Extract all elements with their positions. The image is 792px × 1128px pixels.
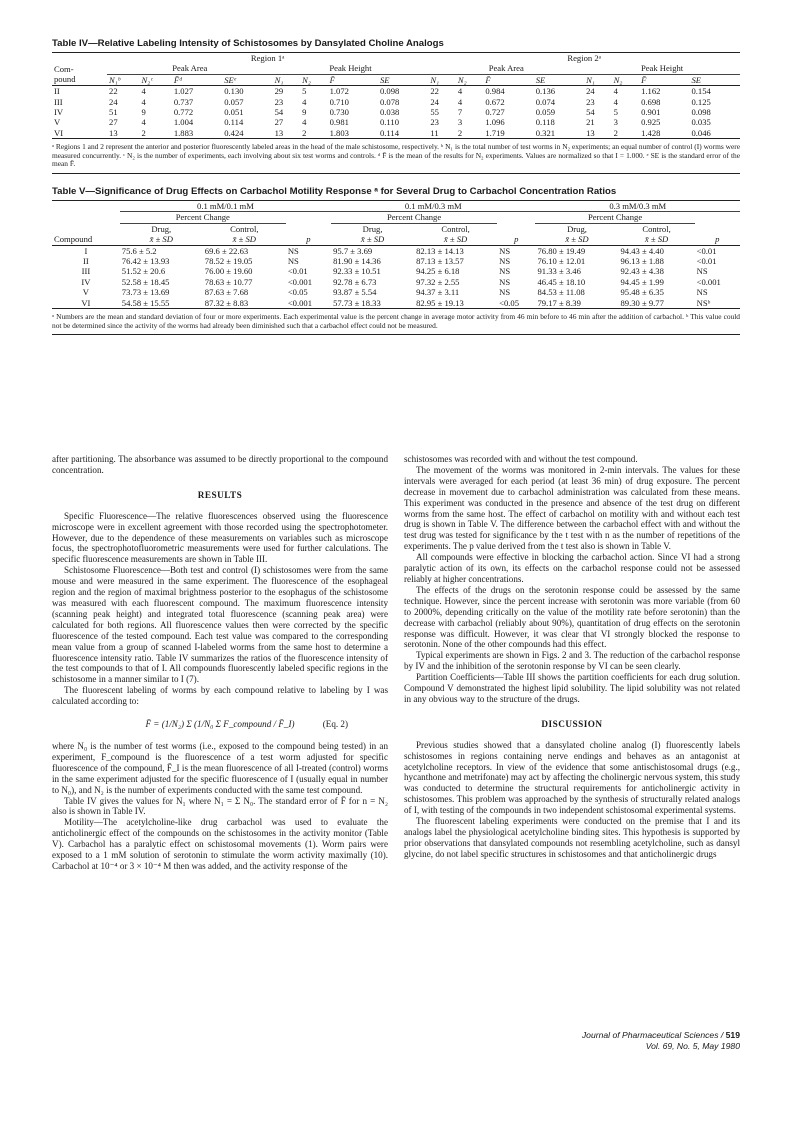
table-cell: 0.136 — [535, 86, 556, 97]
table-cell: 0.130 — [224, 86, 244, 97]
table-cell: 94.45 ± 1.99 — [620, 276, 664, 287]
table-cell: 0.698 — [641, 96, 661, 107]
column-header: N₂ᶜ — [141, 74, 153, 85]
compound-label: III — [54, 96, 63, 107]
control-header: Control, — [642, 223, 671, 234]
table-cell: 76.42 ± 13.93 — [121, 256, 170, 267]
table-cell: 0.727 — [485, 107, 505, 118]
table-cell: 9 — [141, 107, 146, 118]
table-cell: 52.58 ± 18.45 — [121, 276, 170, 287]
paragraph: Typical experiments are shown in Figs. 2 and 3. The reduction of the carbachol response by IV and the inhibition of the serotonin response by VI can be seen clearly. — [404, 650, 740, 672]
percent-change-header: Percent Change — [331, 212, 497, 223]
p-header: p — [306, 234, 311, 245]
table-cell: 87.13 ± 13.57 — [416, 256, 464, 267]
table-cell: 0.057 — [224, 96, 244, 107]
table-cell: 0.424 — [224, 127, 244, 138]
column-header: F̄ᵈ — [173, 74, 182, 85]
table-cell: NS — [696, 287, 708, 298]
table-cell: 13 — [109, 127, 118, 138]
table-cell: 0.078 — [379, 96, 400, 107]
table-cell: 94.43 ± 4.40 — [620, 245, 664, 256]
table-row — [52, 287, 740, 297]
table-cell: 4 — [141, 117, 146, 128]
mean-sd-header: x̄ ± SD — [360, 234, 385, 245]
paragraph: Specific Fluorescence—The relative fluorescences observed using the fluorescence microscope were in excellent agreement with those recorded using the spectrophotometer. However, due to the dependence of these measurements on variables such as microscope focus, the spectrophotofluorometric measurements were used for further calculations. The specific fluorescence measurements are shown in Table III. — [52, 510, 388, 565]
table-cell: 5 — [613, 107, 618, 118]
paragraph: after partitioning. The absorbance was assumed to be directly proportional to the compound concentration. — [52, 454, 388, 475]
column-header: SE — [535, 74, 546, 85]
journal-volume: Vol. 69, No. 5, May 1980 — [645, 1041, 740, 1051]
table-cell: 23 — [430, 117, 439, 128]
table-cell: 0.772 — [173, 107, 194, 118]
compound-label: IV — [81, 276, 91, 287]
table-row — [52, 245, 740, 256]
table-cell: 0.035 — [691, 117, 711, 128]
table-cell: 0.110 — [379, 117, 400, 128]
paragraph: where N₀ is the number of test worms (i.e., exposed to the compound being tested) in an experiment, F_compound is the fluorescence of a test worm adjusted for specific fluorescence of the compound, F̄_I is the mean fluorescence of all I-treated (control) worms in the same experiment adjusted for the specific fluorescence of I (usually equal in number to N₀), and N₂ is the number of experiments conducted with the same test compound. — [52, 741, 388, 795]
table-cell: 0.730 — [329, 107, 349, 118]
table-cell: 24 — [586, 86, 595, 97]
table-cell: 0.046 — [691, 127, 711, 138]
table-cell: 1.027 — [173, 86, 194, 97]
column-header: F̄ — [641, 74, 647, 85]
p-header: p — [715, 234, 720, 245]
table-cell: 4 — [302, 117, 307, 128]
table-cell: NS — [499, 245, 511, 256]
column-header: SE — [691, 74, 702, 85]
table-cell: 0.710 — [329, 96, 349, 107]
table-cell: 1.719 — [485, 127, 505, 138]
table-cell: 4 — [457, 96, 463, 107]
table-cell: <0.01 — [696, 256, 717, 267]
table-iv-grid — [52, 52, 740, 139]
table-cell: 0.114 — [224, 117, 244, 128]
results-heading: RESULTS — [197, 489, 243, 500]
table-row — [52, 298, 740, 309]
table-cell: 93.87 ± 5.54 — [333, 287, 377, 298]
table-cell: 11 — [430, 127, 439, 138]
paragraph: The fluorescent labeling of worms by each compound relative to labeling by I was calculated according to: — [52, 685, 388, 707]
table-cell: 4 — [457, 86, 463, 97]
table-cell: 2 — [613, 127, 618, 138]
drug-header: Drug, — [362, 223, 383, 234]
column-header: SE — [379, 74, 390, 85]
table-cell: 78.52 ± 19.05 — [204, 256, 253, 267]
table-cell: 1.803 — [329, 127, 349, 138]
compound-label: IV — [54, 107, 64, 118]
table-cell: 76.10 ± 12.01 — [537, 256, 586, 267]
table-v-footnote: ᵃ Numbers are the mean and standard deviation of four or more experiments. Each experimental value is the percent change in average motor activity from 46 min before to 46 min after the addition of carbachol. ᵇ This value could not be determined since the activity of the worms had already been diminished such that a carbachol effect could not be measured. — [52, 313, 740, 335]
p-header: p — [514, 234, 519, 245]
control-header: Control, — [441, 223, 470, 234]
paragraph: schistosomes was recorded with and without the test compound. — [404, 454, 638, 464]
table-cell: NS — [287, 245, 299, 256]
page-number: 519 — [725, 1030, 740, 1040]
table-cell: <0.001 — [287, 297, 312, 308]
paragraph: The effects of the drugs on the serotonin response could be assessed by the same technique. However, since the percent increase with serotonin was more variable (from 60 to 2000%, depending critically on the value of the motility rate before serotonin) than the decrease with carbachol (reliably about 90%), quantitation of drug effects on the serotonin response was difficult. However, it was clear that VI strongly blocked the response to serotonin. None of the other compounds had this effect. — [404, 584, 740, 650]
table-cell: 75.6 ± 5.2 — [121, 245, 157, 256]
table-cell: 0.125 — [691, 96, 711, 107]
table-cell: 54 — [586, 107, 595, 118]
table-cell: 22 — [430, 86, 439, 97]
table-cell: 46.45 ± 18.10 — [537, 276, 586, 287]
region1-header: Region 1ᵃ — [250, 53, 285, 63]
table-cell: 4 — [141, 96, 146, 107]
table-cell: 84.53 ± 11.08 — [537, 287, 585, 298]
table-cell: 73.73 ± 13.69 — [121, 287, 170, 298]
journal-footer — [582, 1030, 740, 1052]
table-cell: <0.05 — [287, 287, 308, 298]
table-cell: 0.038 — [379, 107, 400, 118]
table-cell: 97.32 ± 2.55 — [416, 276, 460, 287]
table-cell: 1.096 — [485, 117, 505, 128]
ratio-group-2: 0.1 mM/0.3 mM — [331, 201, 535, 212]
compound-label: VI — [54, 127, 64, 138]
column-header: N₁ — [430, 74, 440, 85]
column-header: N₂ — [302, 74, 311, 85]
table-cell: 92.33 ± 10.51 — [333, 266, 381, 277]
table-cell: <0.01 — [696, 245, 717, 256]
table-cell: 1.162 — [641, 86, 661, 97]
paragraph: Schistosome Fluorescence—Both test and control (I) schistosomes were from the same mouse and were measured in the same experiment. The fluorescence of the esophageal region and the region of maximal brightness posterior to the esophagus of the schistosome was measured with each fluorescent compound. The maximum fluorescence intensity (scanning peak height) and integrated total fluorescence (scanning peak area) were calculated for both regions. All fluorescence values then were corrected by the specific fluorescence of the tested compound. Each test value was compared to the corresponding mean value from a group of scanned I-labeled worms from the same host to determine a fluorescence intensity ratio. Table IV summarizes the ratios of the fluorescence intensity of the test compounds to that of I. All compounds fluorescently labeled specific regions in the schistosome in a manner similar to I (7). — [52, 565, 388, 685]
table-cell: 87.63 ± 7.68 — [204, 287, 249, 298]
column-header: N₁ — [274, 74, 284, 85]
table-cell: 82.13 ± 14.13 — [416, 245, 464, 256]
table-v — [52, 186, 740, 335]
table-cell: 76.00 ± 19.60 — [204, 266, 253, 277]
table-cell: <0.05 — [499, 297, 519, 308]
table-row — [52, 128, 740, 139]
table-cell: 76.80 ± 19.49 — [537, 245, 586, 256]
table-cell: 1.428 — [641, 127, 661, 138]
table-v-caption: Table V—Significance of Drug Effects on Carbachol Motility Response ᵃ for Several Drug to Carbachol Concentration Ratios — [52, 186, 617, 198]
paragraph: All compounds were effective in blocking the carbachol action. Since VI had a strong paralytic action of its own, its effects on the carbachol response could not be assessed reliably at higher concentrations. — [404, 552, 740, 584]
table-cell: 94.25 ± 6.18 — [416, 266, 460, 277]
table-cell: <0.001 — [287, 276, 312, 287]
compound-label: III — [81, 266, 91, 277]
table-cell: 0.984 — [485, 86, 505, 97]
table-cell: 0.672 — [485, 96, 505, 107]
discussion-heading: DISCUSSION — [541, 718, 603, 729]
column-header: SEᵉ — [224, 74, 237, 85]
table-cell: 92.43 ± 4.38 — [620, 266, 664, 277]
table-cell: 13 — [586, 127, 595, 138]
paragraph: Motility—The acetylcholine-like drug carbachol was used to evaluate the anticholinergic effect of the compounds on the schistosomes in the activity monitor (Table V). Carbachol has a paralytic effect on schistosomal movements (1). Worm pairs were exposed to a 1 mM solution of serotonin to stimulate the worm activity maximally (10). Carbachol at 10⁻⁴ or 3 × 10⁻⁴ M then was added, and the activity response of the — [52, 817, 388, 871]
table-cell: 0.925 — [641, 117, 661, 128]
mean-sd-header: x̄ ± SD — [443, 234, 468, 245]
table-cell: 51 — [109, 107, 118, 118]
table-cell: 82.95 ± 19.13 — [416, 297, 464, 308]
table-cell: 13 — [274, 127, 284, 138]
compound-header: Compound — [54, 234, 93, 245]
mean-sd-header: x̄ ± SD — [232, 234, 256, 245]
table-cell: 0.051 — [224, 107, 244, 118]
column-header: N₁ᵇ — [109, 74, 121, 85]
column-header: N₂ — [613, 74, 623, 85]
table-cell: 96.13 ± 1.88 — [620, 256, 664, 267]
region2-header: Region 2ᵃ — [567, 53, 601, 63]
table-cell: 91.33 ± 3.46 — [537, 266, 581, 277]
table-cell: 0.098 — [691, 107, 711, 118]
table-cell: NS — [696, 266, 708, 277]
control-header: Control, — [230, 223, 259, 234]
table-cell: 5 — [302, 86, 307, 97]
table-cell: 4 — [613, 96, 618, 107]
mean-sd-header: x̄ ± SD — [565, 234, 589, 245]
table-cell: NS — [499, 287, 511, 298]
paragraph: The fluorescent labeling experiments were conducted on the premise that I and its analogs label the physiological acetylcholine binding sites. This hypothesis is supported by prior observations that dansylated compounds not resembling acetylcholine, such as dansyl glycine, do not label specific structures in schistosomes and that anticholinergic drugs — [404, 816, 740, 859]
table-cell: 21 — [586, 117, 595, 128]
table-cell: 7 — [457, 107, 463, 118]
paragraph: Table IV gives the values for N₁ where N₁ = Σ N₀. The standard error of F̄ for n = N₂ also is shown in Table IV. — [52, 795, 388, 817]
peak-height-header: Peak Height — [584, 63, 740, 74]
table-cell: 1.004 — [173, 117, 194, 128]
table-cell: 23 — [586, 96, 595, 107]
table-cell: 27 — [109, 117, 118, 128]
table-cell: 95.7 ± 3.69 — [333, 245, 373, 256]
table-cell: NSᵇ — [696, 297, 711, 308]
drug-header: Drug, — [567, 223, 587, 234]
table-cell: 0.074 — [535, 96, 556, 107]
table-cell: 54 — [274, 107, 284, 118]
ratio-group-3: 0.3 mM/0.3 mM — [535, 201, 740, 212]
table-cell: 4 — [141, 86, 146, 97]
table-cell: 4 — [302, 96, 307, 107]
paragraph: Previous studies showed that a dansylated choline analog (I) fluorescently labels schistosomes in regions containing nerve endings and behaves as an antagonist at acetylcholine receptors. In view of the evidence that some antischistosomal drugs (e.g., hycanthone and metrifonate) may act by affecting the cholinergic nervous system, this study was conducted to determine the structural requirements for anticholinergic activity in schistosomes. This problem was approached by the synthesis of structurally related analogs of I, with testing of the compounds in two independent schistosomal experimental systems. — [404, 739, 740, 816]
table-cell: 29 — [274, 86, 284, 97]
table-cell: 0.154 — [691, 86, 711, 97]
table-cell: 23 — [274, 96, 284, 107]
table-cell: 94.37 ± 3.11 — [416, 287, 460, 298]
table-cell: 2 — [141, 127, 146, 138]
table-cell: 0.737 — [173, 96, 194, 107]
table-cell: 57.73 ± 18.33 — [333, 297, 381, 308]
table-cell: 92.78 ± 6.73 — [333, 276, 377, 287]
table-row — [52, 266, 740, 276]
compound-label: II — [83, 256, 89, 267]
table-cell: 2 — [302, 127, 307, 138]
column-header: F̄ — [329, 74, 335, 85]
table-cell: 22 — [109, 86, 118, 97]
table-cell: 81.90 ± 14.36 — [333, 256, 381, 267]
table-cell: 69.6 ± 22.63 — [204, 245, 249, 256]
table-cell: 24 — [430, 96, 439, 107]
table-cell: 24 — [109, 96, 118, 107]
table-cell: 1.072 — [329, 86, 349, 97]
table-cell: 9 — [302, 107, 307, 118]
table-iv-caption: Table IV—Relative Labeling Intensity of Schistosomes by Dansylated Choline Analogs — [52, 38, 444, 49]
peak-area-header: Peak Area — [107, 63, 273, 74]
compound-header: Com- pound — [52, 63, 107, 85]
table-cell: 0.059 — [535, 107, 556, 118]
column-header: N₁ — [586, 74, 595, 85]
equation-2 — [52, 712, 388, 736]
table-cell: 0.321 — [535, 127, 556, 138]
paragraph: The movement of the worms was monitored in 2-min intervals. The values for these intervals were averaged for each period (at least 36 min) of drug exposure. The percent decrease in movement due to carbachol administration was calculated from these means. This experiment was conducted in the presence and absence of the test drug on different worms from the same host. The effect of carbachol on motility with and without each test drug is shown in Table V. The difference between the carbachol effect with and without the test drug was tested for significance by the t test with n as the number of repetitions of the experiments. The p value derived from the t test also is shown in Table V. — [404, 464, 740, 552]
column-header: F̄ — [485, 74, 491, 85]
table-v-grid — [52, 200, 740, 309]
table-cell: 1.883 — [173, 127, 194, 138]
table-cell: 3 — [457, 117, 463, 128]
table-row — [52, 117, 740, 127]
table-cell: <0.01 — [287, 266, 308, 277]
drug-header: Drug, — [151, 223, 172, 234]
table-cell: 54.58 ± 15.55 — [121, 297, 170, 308]
table-cell: 87.32 ± 8.83 — [204, 297, 249, 308]
table-cell: NS — [499, 256, 511, 267]
paragraph: Partition Coefficients—Table III shows the partition coefficients for each drug solution. Compound V demonstrated the highest lipid solubility. The lipid solubility was not related in any obvious way to the structure of the drugs. — [404, 672, 740, 704]
table-cell: 0.901 — [641, 107, 661, 118]
table-cell: 2 — [457, 127, 463, 138]
table-row — [52, 256, 740, 266]
peak-height-header: Peak Height — [273, 63, 429, 74]
compound-label: I — [84, 245, 88, 256]
table-cell: 27 — [274, 117, 284, 128]
table-iv — [52, 38, 740, 174]
table-cell: 4 — [613, 86, 618, 97]
page — [52, 38, 740, 871]
table-cell: 78.63 ± 10.77 — [204, 276, 253, 287]
table-row — [52, 86, 740, 97]
percent-change-header: Percent Change — [535, 212, 694, 223]
mean-sd-header: x̄ ± SD — [644, 234, 669, 245]
column-header: N₂ — [457, 74, 467, 85]
ratio-group-1: 0.1 mM/0.1 mM — [120, 201, 331, 212]
table-cell: 0.114 — [379, 127, 400, 138]
table-cell: 3 — [613, 117, 618, 128]
equation-number: (Eq. 2) — [322, 719, 348, 730]
table-cell: 0.981 — [329, 117, 349, 128]
table-row — [52, 107, 740, 117]
table-cell: NS — [499, 276, 511, 287]
compound-label: VI — [81, 297, 91, 308]
peak-area-header: Peak Area — [428, 63, 584, 74]
compound-label: V — [54, 117, 61, 128]
table-cell: 79.17 ± 8.39 — [537, 297, 581, 308]
table-row — [52, 97, 740, 107]
table-cell: 55 — [430, 107, 439, 118]
percent-change-header: Percent Change — [120, 212, 286, 223]
journal-name: Journal of Pharmaceutical Sciences / — [581, 1030, 726, 1040]
table-iv-footnote: ᵃ Regions 1 and 2 represent the anterior and posterior fluorescently labeled areas in the head of the male schistosome, respectively. ᵇ N₁ is the total number of test worms in N₂ experiments; an equal number of control (I) worms were measured concurrently. ᶜ N₂ is the number of experiments, each involving about six test worms and controls. ᵈ F̄ is the mean of the results for N₂ experiments. Values are normalized so that I = 1.000. ᵉ SE is the standard error of the mean F̄. — [52, 143, 740, 174]
table-cell: NS — [499, 266, 511, 277]
right-column — [404, 454, 740, 860]
left-column — [52, 454, 388, 872]
table-cell: NS — [287, 256, 299, 267]
equation-body: F̄ = (1/N₂) Σ (1/N₀ Σ F_compound / F̄_I) — [145, 719, 295, 730]
table-cell: 51.52 ± 20.6 — [121, 266, 166, 277]
table-cell: <0.001 — [696, 276, 721, 287]
table-cell: 0.098 — [379, 86, 400, 97]
table-cell: 95.48 ± 6.35 — [620, 287, 664, 298]
table-cell: 89.30 ± 9.77 — [620, 297, 664, 308]
mean-sd-header: x̄ ± SD — [149, 234, 173, 245]
compound-label: V — [82, 287, 89, 298]
table-cell: 0.118 — [535, 117, 555, 128]
compound-label: II — [54, 86, 60, 97]
table-row — [52, 277, 740, 287]
